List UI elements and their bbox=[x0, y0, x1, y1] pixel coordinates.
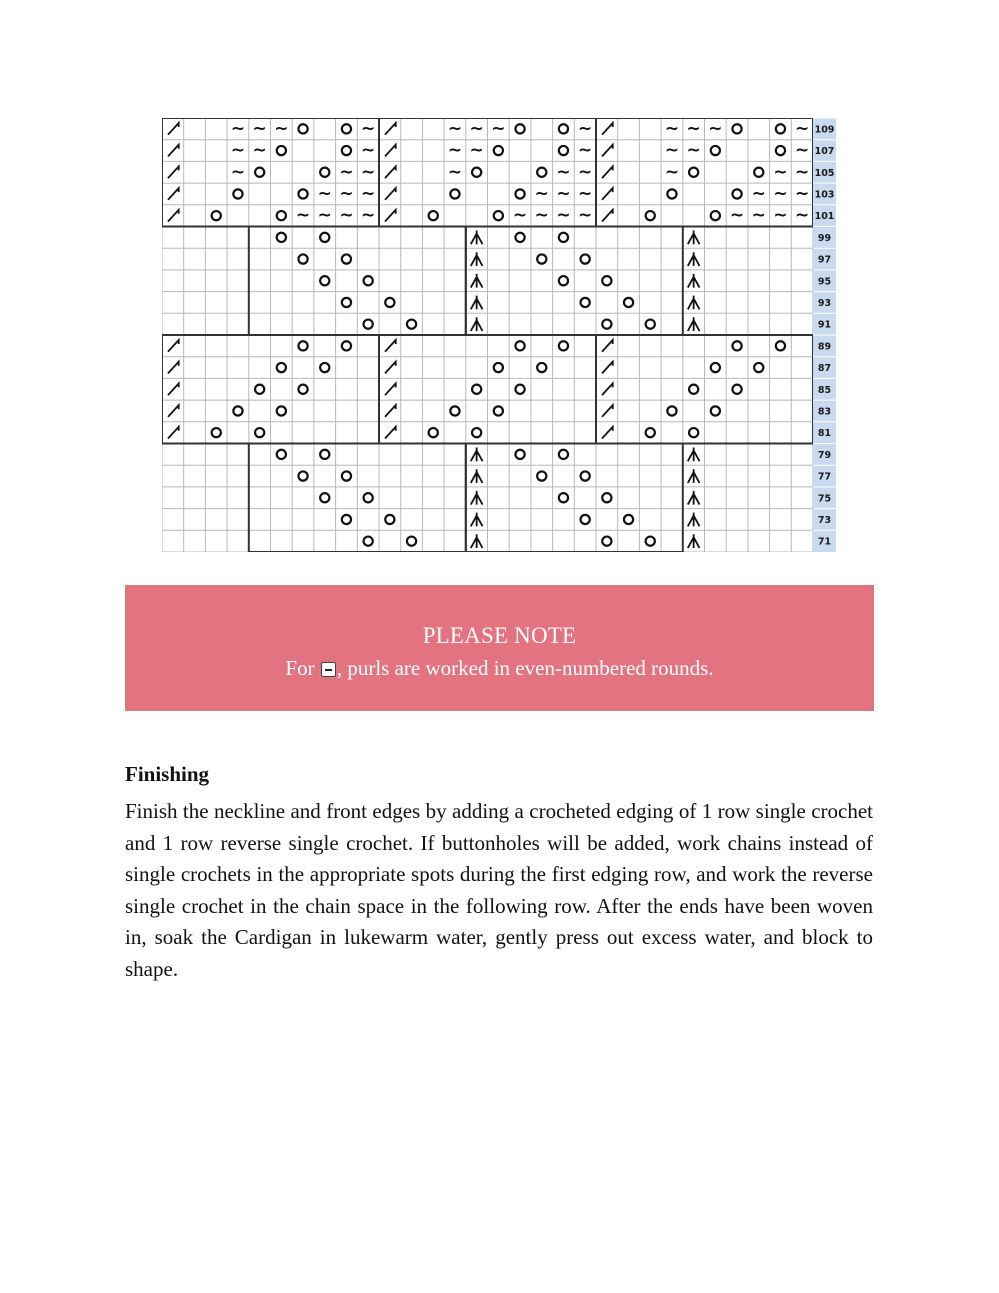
purl-symbol: ~ bbox=[361, 162, 376, 183]
row-number-label: 87 bbox=[817, 363, 832, 375]
purl-symbol: ~ bbox=[491, 118, 506, 139]
please-note-box bbox=[125, 585, 874, 711]
purl-symbol: ~ bbox=[729, 205, 745, 226]
purl-symbol: ~ bbox=[751, 183, 766, 204]
purl-symbol: ~ bbox=[795, 162, 810, 183]
purl-symbol: ~ bbox=[274, 118, 289, 139]
row-number-label: 91 bbox=[817, 319, 832, 331]
purl-symbol: ~ bbox=[664, 118, 680, 139]
row-number-label: 105 bbox=[814, 167, 835, 179]
purl-symbol: ~ bbox=[317, 183, 332, 204]
purl-symbol: ~ bbox=[447, 162, 463, 183]
purl-symbol-icon bbox=[321, 662, 336, 677]
note-body bbox=[125, 656, 874, 681]
purl-symbol: ~ bbox=[664, 162, 680, 183]
purl-symbol: ~ bbox=[534, 205, 549, 226]
purl-symbol: ~ bbox=[339, 162, 354, 183]
row-number-label: 71 bbox=[817, 536, 832, 548]
purl-symbol: ~ bbox=[664, 140, 680, 161]
purl-symbol: ~ bbox=[686, 140, 701, 161]
purl-symbol: ~ bbox=[361, 140, 376, 161]
row-number-label: 109 bbox=[814, 124, 835, 136]
purl-symbol: ~ bbox=[230, 162, 246, 183]
purl-symbol: ~ bbox=[795, 140, 810, 161]
row-number-label: 93 bbox=[817, 297, 832, 309]
purl-symbol: ~ bbox=[556, 183, 571, 204]
note-title: PLEASE NOTE bbox=[422, 623, 577, 648]
purl-symbol: ~ bbox=[578, 183, 593, 204]
row-number-label: 101 bbox=[814, 211, 835, 223]
purl-symbol: ~ bbox=[795, 118, 810, 139]
finishing-paragraph: Finish the neckline and front edges by adding a crocheted edging of 1 row single crochet and 1 row reverse single crochet. If buttonholes will be added, work chains instead of single crochets in the appropriate spots during the first edging row, and work the reverse single crochet in the chain space in the following row. After the ends have been woven in, soak the Cardigan in lukewarm water, gently press out excess water, and block to shape. bbox=[125, 799, 873, 981]
purl-symbol: ~ bbox=[230, 118, 246, 139]
purl-symbol: ~ bbox=[686, 118, 701, 139]
purl-symbol: ~ bbox=[578, 162, 593, 183]
purl-symbol: ~ bbox=[751, 205, 766, 226]
row-number-label: 83 bbox=[817, 406, 832, 418]
note-prefix: For bbox=[285, 656, 315, 680]
purl-symbol: ~ bbox=[295, 205, 311, 226]
finishing-heading: Finishing bbox=[125, 762, 210, 786]
purl-symbol: ~ bbox=[447, 140, 463, 161]
purl-symbol: ~ bbox=[795, 205, 810, 226]
row-number-label: 85 bbox=[817, 384, 832, 396]
purl-symbol: ~ bbox=[773, 162, 788, 183]
purl-symbol: ~ bbox=[556, 205, 571, 226]
purl-symbol: ~ bbox=[795, 183, 810, 204]
purl-symbol: ~ bbox=[534, 183, 549, 204]
purl-symbol: ~ bbox=[773, 183, 788, 204]
purl-symbol: ~ bbox=[708, 118, 723, 139]
knitting-chart-svg bbox=[162, 118, 836, 552]
purl-symbol: ~ bbox=[361, 118, 376, 139]
purl-symbol: ~ bbox=[578, 205, 593, 226]
purl-symbol: ~ bbox=[578, 140, 593, 161]
row-number-label: 73 bbox=[817, 514, 832, 526]
row-number-label: 77 bbox=[817, 471, 832, 483]
row-number-label: 107 bbox=[814, 146, 835, 158]
purl-symbol: ~ bbox=[469, 118, 484, 139]
purl-symbol: ~ bbox=[339, 183, 354, 204]
row-number-label: 89 bbox=[817, 341, 832, 353]
purl-symbol: ~ bbox=[230, 140, 246, 161]
row-number-label: 95 bbox=[817, 276, 832, 288]
knitting-chart bbox=[162, 118, 836, 552]
purl-symbol: ~ bbox=[339, 205, 354, 226]
purl-symbol: ~ bbox=[317, 205, 332, 226]
row-number-label: 75 bbox=[817, 493, 832, 505]
row-number-label: 81 bbox=[817, 428, 832, 440]
purl-symbol: ~ bbox=[773, 205, 788, 226]
row-number-label: 99 bbox=[817, 232, 832, 244]
purl-symbol: ~ bbox=[252, 140, 267, 161]
purl-symbol: ~ bbox=[361, 205, 376, 226]
purl-symbol: ~ bbox=[447, 118, 463, 139]
purl-symbol: ~ bbox=[361, 183, 376, 204]
purl-symbol: ~ bbox=[252, 118, 267, 139]
purl-symbol: ~ bbox=[469, 140, 484, 161]
note-suffix: , purls are worked in even-numbered rounds. bbox=[336, 656, 714, 680]
purl-symbol: ~ bbox=[556, 162, 571, 183]
purl-symbol: ~ bbox=[512, 205, 528, 226]
row-number-label: 79 bbox=[817, 449, 832, 461]
row-number-label: 103 bbox=[814, 189, 835, 201]
purl-symbol: ~ bbox=[578, 118, 593, 139]
row-number-label: 97 bbox=[817, 254, 832, 266]
